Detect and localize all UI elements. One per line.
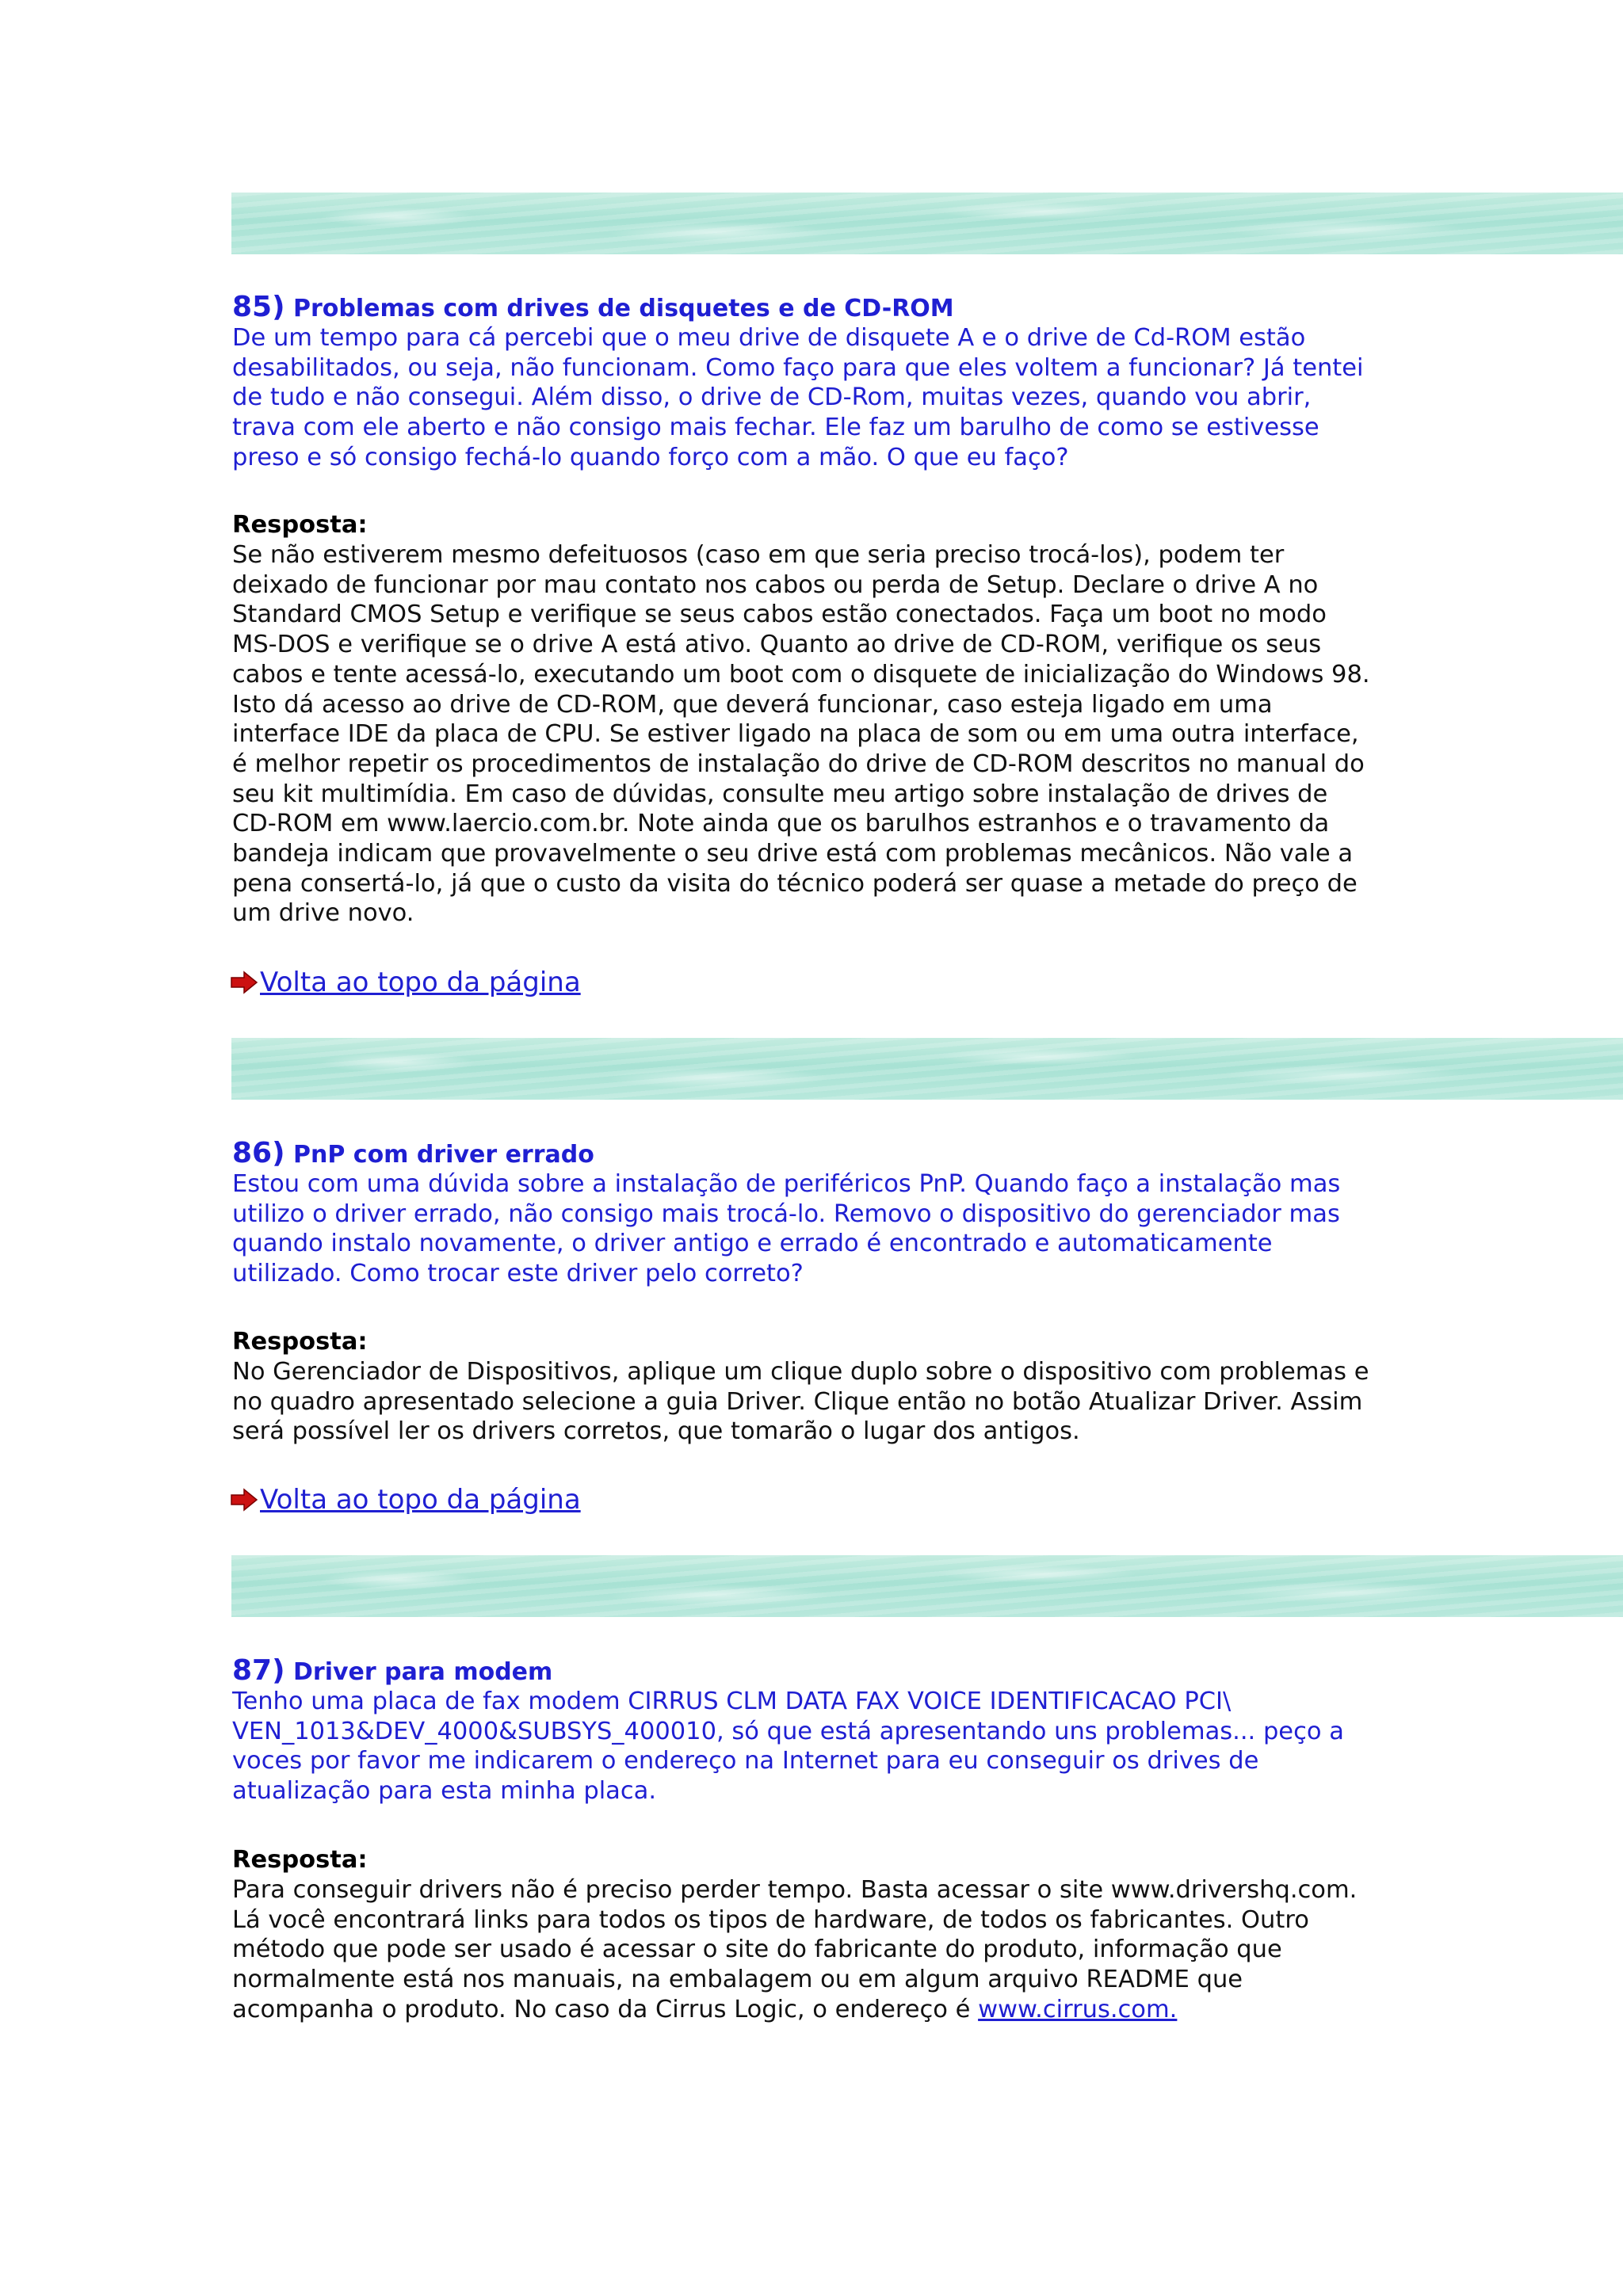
red-arrow-icon (230, 971, 258, 994)
question-number: 86) (232, 1137, 285, 1169)
question-heading: Problemas com drives de disquetes e de CD-ROM (293, 295, 954, 322)
question-title (232, 1655, 552, 1688)
question-title (232, 292, 954, 325)
back-to-top-link-text[interactable]: Volta ao topo da página (260, 1484, 581, 1516)
question-heading: Driver para modem (293, 1658, 553, 1686)
question-text: De um tempo para cá percebi que o meu drive de disquete A e o drive de Cd-ROM estão desabilitados, ou seja, não funcionam. Como faço para que eles voltem a funcionar? Já tentei de tudo e não consegui. Além disso, o drive de CD-Rom, muitas vezes, quando vou abrir, trava com ele aberto e não consigo mais fechar. Ele faz um barulho de como se estivesse preso e só consigo fechá-lo quando forço com a mão. O que eu faço? (232, 324, 1364, 471)
response-label: Resposta: (232, 1846, 368, 1874)
question-heading: PnP com driver errado (293, 1141, 594, 1169)
red-arrow-icon (230, 1488, 258, 1512)
answer-text: No Gerenciador de Dispositivos, aplique um clique duplo sobre o dispositivo com problemas e no quadro apresentado selecione a guia Driver. Clique então no botão Atualizar Driver. Assim será possível ler os drivers corretos, que tomarão o lugar dos antigos. (232, 1358, 1369, 1446)
back-to-top-link-text[interactable]: Volta ao topo da página (260, 967, 581, 998)
answer-text: Se não estiverem mesmo defeituosos (caso em que seria preciso trocá-los), podem ter deixado de funcionar por mau contato nos cabos ou perda de Setup. Declare o drive A no Standard CMOS Setup e verifique se seus cabos estão conectados. Faça um boot no modo MS-DOS e verifique se o drive A está ativo. Quanto ao drive de CD-ROM, verifique os seus cabos e tente acessá-lo, executando um boot com o disquete de inicialização do Windows 98. Isto dá acesso ao drive de CD-ROM, que deverá funcionar, caso esteja ligado em uma interface IDE da placa de CPU. Se estiver ligado na placa de som ou em uma outra interface, é melhor repetir os procedimentos de instalação do drive de CD-ROM descritos no manual do seu kit multimídia. Em caso de dúvidas, consulte meu artigo sobre instalação de drives de CD-ROM em www.laercio.com.br. Note ainda que os barulhos estranhos e o travamento da bandeja indicam que provavelmente o seu drive está com problemas mecânicos. Não vale a pena consertá-lo, já que o custo da visita do técnico poderá ser quase a metade do preço de um drive novo. (232, 541, 1370, 928)
question-number: 87) (232, 1654, 285, 1687)
cirrus-website-link[interactable]: www.cirrus.com. (978, 1995, 1178, 2023)
question-text: Tenho uma placa de fax modem CIRRUS CLM DATA FAX VOICE IDENTIFICACAO PCI\ VEN_1013&DEV_4000&SUBSYS_400010, só que está apresentando uns problemas... peço a voces por favor me indicarem o endereço na Internet para eu conseguir os drives de atualização para esta minha placa. (232, 1688, 1344, 1806)
answer-text (232, 1875, 1397, 2025)
question-title (232, 1138, 594, 1171)
section-divider-banner (231, 1555, 1623, 1617)
response-label: Resposta: (232, 511, 368, 539)
section-divider-banner (231, 1038, 1623, 1100)
back-to-top-link[interactable] (230, 967, 581, 998)
question-number: 85) (232, 291, 285, 323)
question-text: Estou com uma dúvida sobre a instalação de periféricos PnP. Quando faço a instalação mas utilizo o driver errado, não consigo mais trocá-lo. Removo o dispositivo do gerenciador mas quando instalo novamente, o driver antigo e errado é encontrado e automaticamente utilizado. Como trocar este driver pelo correto? (232, 1170, 1341, 1288)
response-label: Resposta: (232, 1328, 368, 1356)
section-divider-banner (231, 193, 1623, 254)
back-to-top-link[interactable] (230, 1484, 581, 1516)
answer-body: Para conseguir drivers não é preciso perder tempo. Basta acessar o site www.drivershq.com. Lá você encontrará links para todos os tipos de hardware, de todos os fabricantes. Outro método que pode ser usado é acessar o site do fabricante do produto, informação que normalmente está nos manuais, na embalagem ou em algum arquivo README que acompanha o produto. No caso da Cirrus Logic, o endereço é (232, 1876, 1358, 2023)
